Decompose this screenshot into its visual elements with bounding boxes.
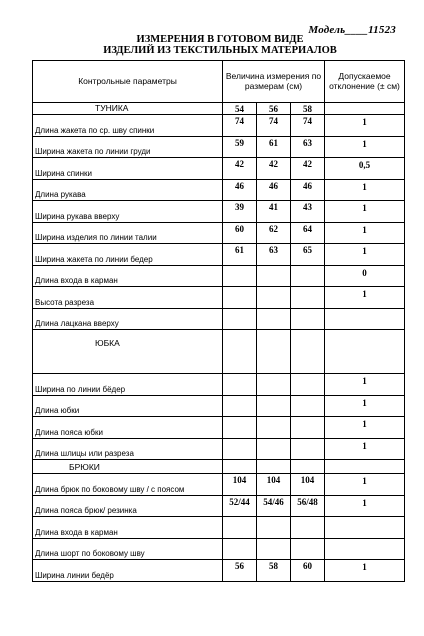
section-value-cell	[257, 460, 291, 474]
section-value-cell	[291, 330, 325, 374]
param-label: Длина рукава	[33, 179, 223, 201]
header-tolerance: Допускаемое отклонение (± см)	[325, 61, 405, 103]
section-title: ТУНИКА	[33, 103, 223, 115]
table-header-row	[33, 61, 405, 103]
document-title-line-1: ИЗМЕРЕНИЯ В ГОТОВОМ ВИДЕ	[136, 34, 304, 45]
param-label: Высота разреза	[33, 287, 223, 309]
size-value: 64	[291, 222, 325, 244]
size-value	[223, 517, 257, 539]
size-value	[257, 538, 291, 560]
tolerance-value: 1	[325, 417, 405, 439]
header-params: Контрольные параметры	[33, 61, 223, 103]
size-value	[223, 308, 257, 330]
size-value: 63	[291, 136, 325, 158]
document-title-line-2: ИЗДЕЛИЙ ИЗ ТЕКСТИЛЬНЫХ МАТЕРИАЛОВ	[103, 45, 337, 56]
size-value	[291, 265, 325, 287]
size-value	[291, 438, 325, 460]
table-row	[33, 115, 405, 137]
param-label: Длина жакета по ср. шву спинки	[33, 115, 223, 137]
size-header: 58	[291, 103, 325, 115]
table-row	[33, 374, 405, 396]
tolerance-value	[325, 308, 405, 330]
param-label: Длина шорт по боковому шву	[33, 538, 223, 560]
size-value: 42	[223, 158, 257, 180]
size-value: 54/46	[257, 495, 291, 517]
size-value	[223, 265, 257, 287]
size-value: 60	[291, 560, 325, 582]
size-value: 46	[223, 179, 257, 201]
param-label: Длина брюк по боковому шву / с поясом	[33, 474, 223, 496]
size-value	[257, 395, 291, 417]
table-row	[33, 538, 405, 560]
section-tolerance-cell	[325, 103, 405, 115]
tolerance-value: 1	[325, 395, 405, 417]
tolerance-value: 1	[325, 560, 405, 582]
size-value	[291, 417, 325, 439]
size-value	[223, 374, 257, 396]
tolerance-value: 0	[325, 265, 405, 287]
tolerance-value	[325, 517, 405, 539]
size-value	[257, 287, 291, 309]
size-value	[223, 538, 257, 560]
size-value	[223, 395, 257, 417]
tolerance-value: 0,5	[325, 158, 405, 180]
table-row	[33, 308, 405, 330]
size-value: 41	[257, 201, 291, 223]
section-row	[33, 103, 405, 115]
table-row	[33, 201, 405, 223]
section-row	[33, 330, 405, 374]
tolerance-value	[325, 538, 405, 560]
table-row	[33, 158, 405, 180]
section-value-cell	[223, 460, 257, 474]
table-row	[33, 244, 405, 266]
param-label: Длина входа в карман	[33, 517, 223, 539]
size-value: 58	[257, 560, 291, 582]
param-label: Длина пояса брюк/ резинка	[33, 495, 223, 517]
size-value	[257, 265, 291, 287]
table-row	[33, 495, 405, 517]
section-title: ЮБКА	[33, 330, 223, 374]
size-value: 65	[291, 244, 325, 266]
size-value: 63	[257, 244, 291, 266]
table-row	[33, 179, 405, 201]
size-value	[223, 287, 257, 309]
tolerance-value: 1	[325, 179, 405, 201]
table-row	[33, 287, 405, 309]
param-label: Ширина жакета по линии груди	[33, 136, 223, 158]
param-label: Длина шлицы или разреза	[33, 438, 223, 460]
size-value	[291, 517, 325, 539]
model-label: Модель____11523	[308, 24, 396, 36]
param-label: Ширина изделия по линии талии	[33, 222, 223, 244]
tolerance-value: 1	[325, 222, 405, 244]
size-value	[291, 538, 325, 560]
section-title: БРЮКИ	[33, 460, 223, 474]
size-value: 74	[291, 115, 325, 137]
tolerance-value: 1	[325, 438, 405, 460]
table-row	[33, 517, 405, 539]
tolerance-value: 1	[325, 115, 405, 137]
size-value: 42	[257, 158, 291, 180]
size-value: 46	[291, 179, 325, 201]
tolerance-value: 1	[325, 287, 405, 309]
size-value	[257, 308, 291, 330]
size-value: 56/48	[291, 495, 325, 517]
size-value: 74	[257, 115, 291, 137]
size-value	[291, 395, 325, 417]
size-value: 74	[223, 115, 257, 137]
section-value-cell	[257, 330, 291, 374]
size-value	[257, 438, 291, 460]
size-value: 104	[291, 474, 325, 496]
size-value	[257, 417, 291, 439]
param-label: Ширина линии бедёр	[33, 560, 223, 582]
size-value	[291, 374, 325, 396]
size-value: 104	[223, 474, 257, 496]
table-row	[33, 136, 405, 158]
size-value: 39	[223, 201, 257, 223]
tolerance-value: 1	[325, 495, 405, 517]
section-value-cell	[291, 460, 325, 474]
tolerance-value: 1	[325, 474, 405, 496]
tolerance-value: 1	[325, 374, 405, 396]
table-row	[33, 222, 405, 244]
size-value: 46	[257, 179, 291, 201]
section-tolerance-cell	[325, 330, 405, 374]
measurements-table	[32, 60, 405, 582]
table-row	[33, 438, 405, 460]
table-row	[33, 560, 405, 582]
size-value	[257, 517, 291, 539]
param-label: Длина лацкана вверху	[33, 308, 223, 330]
size-header: 54	[223, 103, 257, 115]
section-row	[33, 460, 405, 474]
size-value: 43	[291, 201, 325, 223]
tolerance-value: 1	[325, 201, 405, 223]
size-value: 60	[223, 222, 257, 244]
size-value	[291, 308, 325, 330]
size-value	[223, 438, 257, 460]
table-row	[33, 474, 405, 496]
size-value	[257, 374, 291, 396]
table-row	[33, 395, 405, 417]
param-label: Длина входа в карман	[33, 265, 223, 287]
header-value: Величина измерения по размерам (см)	[223, 61, 325, 103]
size-value: 104	[257, 474, 291, 496]
size-value: 56	[223, 560, 257, 582]
size-header: 56	[257, 103, 291, 115]
size-value: 61	[223, 244, 257, 266]
size-value	[291, 287, 325, 309]
table-row	[33, 265, 405, 287]
section-tolerance-cell	[325, 460, 405, 474]
param-label: Ширина рукава вверху	[33, 201, 223, 223]
size-value: 61	[257, 136, 291, 158]
table-row	[33, 417, 405, 439]
param-label: Длина юбки	[33, 395, 223, 417]
tolerance-value: 1	[325, 244, 405, 266]
size-value: 42	[291, 158, 325, 180]
param-label: Ширина по линии бёдер	[33, 374, 223, 396]
size-value: 52/44	[223, 495, 257, 517]
param-label: Ширина жакета по линии бедер	[33, 244, 223, 266]
size-value: 62	[257, 222, 291, 244]
param-label: Длина пояса юбки	[33, 417, 223, 439]
tolerance-value: 1	[325, 136, 405, 158]
param-label: Ширина спинки	[33, 158, 223, 180]
size-value: 59	[223, 136, 257, 158]
size-value	[223, 417, 257, 439]
section-value-cell	[223, 330, 257, 374]
